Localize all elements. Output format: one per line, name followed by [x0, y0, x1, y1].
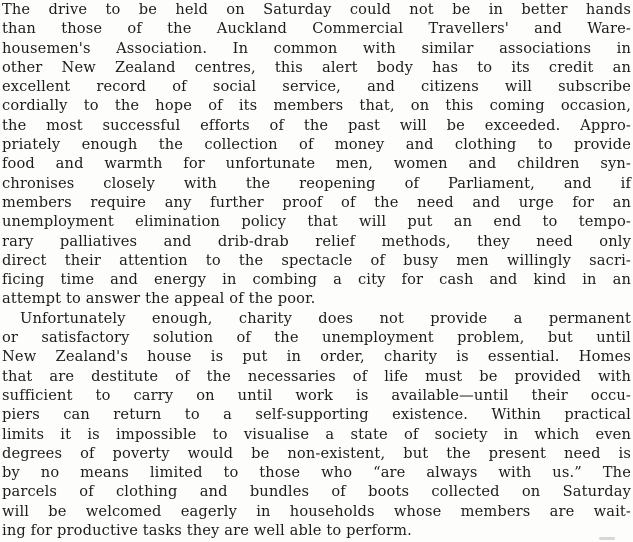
- text-line: by no means limited to those who “are always with us.” The: [2, 464, 631, 482]
- text-line: direct their attention to the spectacle of busy men willingly sacri-: [2, 251, 631, 269]
- text-line: attempt to answer the appeal of the poor.: [2, 290, 316, 308]
- text-line: ing for productive tasks they are well able to perform.: [2, 522, 412, 540]
- text-line: piers can return to a self-supporting existence. Within practical: [2, 406, 631, 424]
- text-line: chronises closely with the reopening of Parliament, and if: [2, 174, 631, 192]
- text-line: that are destitute of the necessaries of life must be provided with: [2, 367, 631, 385]
- paragraph-2: [2, 309, 631, 541]
- text-line: excellent record of social service, and citizens will subscribe: [2, 78, 631, 96]
- text-line: cordially to the hope of its members that, on this coming occasion,: [2, 97, 631, 115]
- text-line: the most successful efforts of the past will be exceeded. Appro-: [2, 116, 631, 134]
- scan-smudge: [599, 537, 615, 540]
- text-line: unemployment elimination policy that will put an end to tempo-: [2, 213, 631, 231]
- text-line: members require any further proof of the need and urge for an: [2, 193, 631, 211]
- text-line: will be welcomed eagerly in households whose members are wait-: [2, 502, 631, 520]
- text-line: Unfortunately enough, charity does not provide a permanent: [20, 309, 631, 327]
- article-body: [2, 0, 631, 540]
- text-line: housemen's Association. In common with similar associations in: [2, 39, 631, 57]
- text-line: food and warmth for unfortunate men, women and children syn-: [2, 155, 631, 173]
- text-line: or satisfactory solution of the unemployment problem, but until: [2, 329, 631, 347]
- text-line: New Zealand's house is put in order, charity is essential. Homes: [2, 348, 631, 366]
- text-line: priately enough the collection of money and clothing to provide: [2, 136, 631, 154]
- text-line: limits it is impossible to visualise a state of society in which even: [2, 425, 631, 443]
- paragraph-1: [2, 0, 631, 309]
- text-line: other New Zealand centres, this alert body has to its credit an: [2, 58, 631, 76]
- text-line: degrees of poverty would be non-existent, but the present need is: [2, 444, 631, 462]
- text-line: ficing time and energy in combing a city for cash and kind in an: [2, 271, 631, 289]
- text-line: than those of the Auckland Commercial Travellers' and Ware-: [2, 20, 631, 38]
- text-line: The drive to be held on Saturday could not be in better hands: [2, 1, 631, 18]
- text-line: rary palliatives and drib-drab relief methods, they need only: [2, 232, 631, 250]
- text-line: parcels of clothing and bundles of boots collected on Saturday: [2, 483, 631, 501]
- text-line: sufficient to carry on until work is available—until their occu-: [2, 386, 631, 404]
